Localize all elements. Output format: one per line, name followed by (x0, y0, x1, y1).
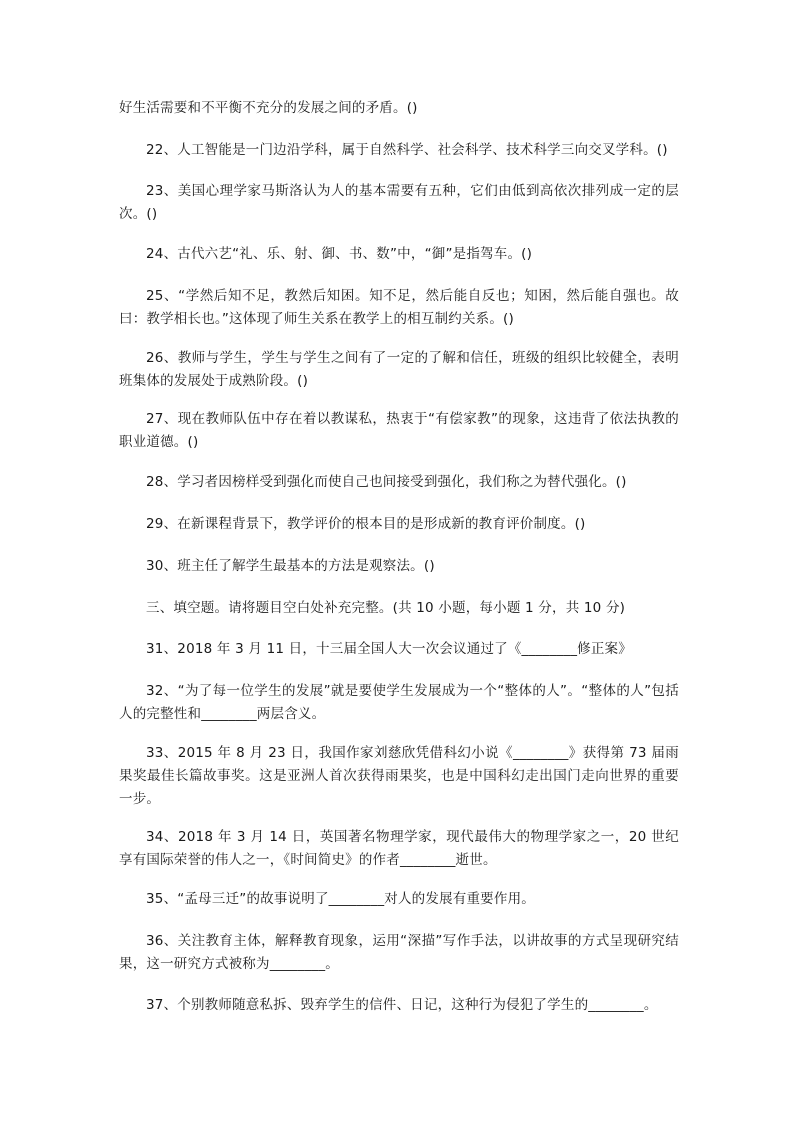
question-27 (119, 408, 679, 454)
paragraph-text: 32、“为了每一位学生的发展”就是要使学生发展成为一个“整体的人”。“整体的人”包括人的完整性和________两层含义。 (119, 683, 679, 722)
question-37 (119, 994, 679, 1017)
paragraph-text: 三、填空题。请将题目空白处补充完整。(共 10 小题，每小题 1 分，共 10 分) (146, 600, 626, 616)
question-30 (119, 555, 679, 578)
question-24 (119, 243, 679, 266)
paragraph-text: 31、2018 年 3 月 11 日，十三届全国人大一次会议通过了《________修正案》 (146, 641, 632, 657)
section-heading-fill-in (119, 597, 679, 620)
paragraph-text: 37、个别教师随意私拆、毁弃学生的信件、日记，这种行为侵犯了学生的________。 (146, 997, 658, 1013)
paragraph-text: 24、古代六艺“礼、乐、射、御、书、数”中，“御”是指驾车。() (146, 246, 533, 262)
question-35 (119, 888, 679, 911)
paragraph-text: 28、学习者因榜样受到强化而使自己也间接受到强化，我们称之为替代强化。() (146, 474, 627, 490)
question-28 (119, 471, 679, 494)
question-31 (119, 638, 679, 661)
paragraph-text: 23、美国心理学家马斯洛认为人的基本需要有五种，它们由低到高依次排列成一定的层次。() (119, 183, 679, 222)
question-22 (119, 139, 679, 162)
question-36 (119, 930, 679, 976)
paragraph-text: 35、“孟母三迁”的故事说明了________对人的发展有重要作用。 (146, 891, 535, 907)
question-29 (119, 513, 679, 536)
paragraph-text: 34、2018 年 3 月 14 日，英国著名物理学家，现代最伟大的物理学家之一，20 世纪享有国际荣誉的伟人之一，《时间简史》的作者________逝世。 (119, 829, 679, 868)
question-26 (119, 347, 679, 393)
paragraph-text: 30、班主任了解学生最基本的方法是观察法。() (146, 558, 435, 574)
paragraph-text: 好生活需要和不平衡不充分的发展之间的矛盾。() (119, 100, 418, 116)
paragraph-text: 29、在新课程背景下，教学评价的根本目的是形成新的教育评价制度。() (146, 516, 586, 532)
paragraph-text: 33、2015 年 8 月 23 日，我国作家刘慈欣凭借科幻小说《________》获得第 73 届雨果奖最佳长篇故事奖。这是亚洲人首次获得雨果奖，也是中国科幻走出国门走向世界的重要一步。 (119, 745, 679, 807)
question-23 (119, 180, 679, 226)
paragraph-text: 27、现在教师队伍中存在着以教谋私，热衷于“有偿家教”的现象，这违背了依法执教的职业道德。() (119, 411, 679, 450)
question-34 (119, 826, 679, 872)
paragraph-text: 22、人工智能是一门边沿学科，属于自然科学、社会科学、技术科学三向交叉学科。() (146, 142, 668, 158)
question-25 (119, 285, 679, 331)
paragraph-text: 36、关注教育主体，解释教育现象，运用“深描”写作手法，以讲故事的方式呈现研究结果，这一研究方式被称为________。 (119, 933, 679, 972)
paragraph-text: 25、“学然后知不足，教然后知困。知不足，然后能自反也；知困，然后能自强也。故曰：教学相长也。”这体现了师生关系在教学上的相互制约关系。() (119, 288, 679, 327)
question-33 (119, 742, 679, 811)
paragraph-text: 26、教师与学生，学生与学生之间有了一定的了解和信任，班级的组织比较健全，表明班集体的发展处于成熟阶段。() (119, 350, 679, 389)
paragraph-continuation (119, 97, 679, 120)
question-32 (119, 680, 679, 726)
